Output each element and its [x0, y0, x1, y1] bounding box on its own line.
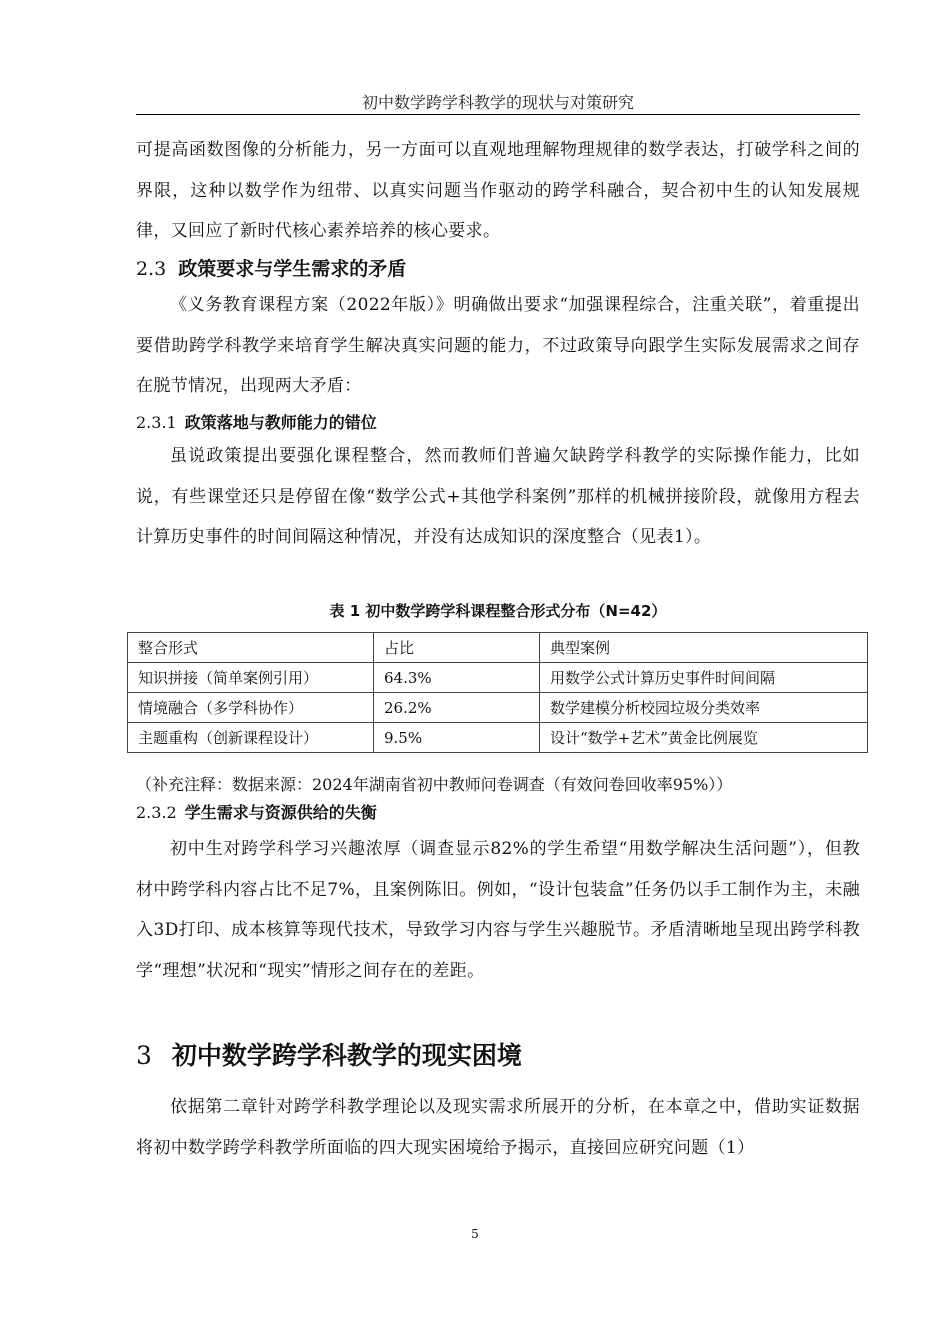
section-number: 2.3.1 [136, 413, 177, 432]
section-2-3-1-heading [136, 410, 377, 433]
section-2-3-paragraph: 《义务教育课程方案（2022年版）》明确做出要求“加强课程综合，注重关联”，着重提出要借助跨学科教学来培育学生解决真实问题的能力，不过政策导向跟学生实际发展需求之间存在脱节情况，出现两大矛盾： [136, 295, 860, 396]
table-cell: 知识拼接（简单案例引用） [128, 663, 374, 693]
table-cell: 26.2% [374, 693, 540, 723]
section-title: 政策落地与教师能力的错位 [184, 413, 377, 432]
header-divider [136, 114, 860, 115]
table-note: （补充注释：数据来源：2024年湖南省初中教师问卷调查（有效问卷回收率95%）） [136, 775, 733, 794]
table-row [128, 723, 868, 753]
table-cell: 64.3% [374, 663, 540, 693]
table-cell: 用数学公式计算历史事件时间间隔 [540, 663, 868, 693]
running-header: 初中数学跨学科教学的现状与对策研究 [361, 93, 634, 112]
table-row [128, 663, 868, 693]
header-cell: 占比 [374, 633, 540, 663]
table-cell: 设计“数学+艺术”黄金比例展览 [540, 723, 868, 753]
section-2-3-2-paragraph: 初中生对跨学科学习兴趣浓厚（调查显示82%的学生希望“用数学解决生活问题”），但教材中跨学科内容占比不足7%，且案例陈旧。例如，“设计包装盒”任务仍以手工制作为主，未融入3D打印、成本核算等现代技术，导致学习内容与学生兴趣脱节。矛盾清晰地呈现出跨学科教学“理想”状况和“现实”情形之间存在的差距。 [136, 839, 860, 981]
section-title: 学生需求与资源供给的失衡 [184, 803, 377, 822]
section-number: 2.3.2 [136, 803, 177, 822]
table-cell: 数学建模分析校园垃圾分类效率 [540, 693, 868, 723]
header-cell: 典型案例 [540, 633, 868, 663]
table-cell: 主题重构（创新课程设计） [128, 723, 374, 753]
header-cell: 整合形式 [128, 633, 374, 663]
section-2-3-heading [136, 254, 406, 281]
table-header-row [128, 633, 868, 663]
chapter-title: 初中数学跨学科教学的现实困境 [171, 1041, 522, 1070]
integration-form-table [127, 632, 868, 753]
table-cell: 9.5% [374, 723, 540, 753]
intro-paragraph: 可提高函数图像的分析能力，另一方面可以直观地理解物理规律的数学表达，打破学科之间的界限，这种以数学作为纽带、以真实问题当作驱动的跨学科融合，契合初中生的认知发展规律，又回应了新时代核心素养培养的核心要求。 [136, 140, 860, 241]
table-cell: 情境融合（多学科协作） [128, 693, 374, 723]
section-2-3-1-paragraph: 虽说政策提出要强化课程整合，然而教师们普遍欠缺跨学科教学的实际操作能力，比如说，有些课堂还只是停留在像“数学公式+其他学科案例”那样的机械拼接阶段，就像用方程去计算历史事件的时间间隔这种情况，并没有达成知识的深度整合（见表1）。 [136, 446, 860, 547]
chapter-3-heading [136, 1036, 522, 1072]
chapter-3-paragraph: 依据第二章针对跨学科教学理论以及现实需求所展开的分析，在本章之中，借助实证数据将初中数学跨学科教学所面临的四大现实困境给予揭示，直接回应研究问题（1） [136, 1097, 860, 1158]
section-title: 政策要求与学生需求的矛盾 [178, 258, 407, 280]
chapter-number: 3 [136, 1041, 152, 1070]
section-number: 2.3 [136, 258, 167, 280]
table-row [128, 693, 868, 723]
page-number: 5 [471, 1227, 479, 1241]
section-2-3-2-heading [136, 800, 377, 823]
table-caption: 表 1 初中数学跨学科课程整合形式分布（N=42） [329, 602, 667, 620]
